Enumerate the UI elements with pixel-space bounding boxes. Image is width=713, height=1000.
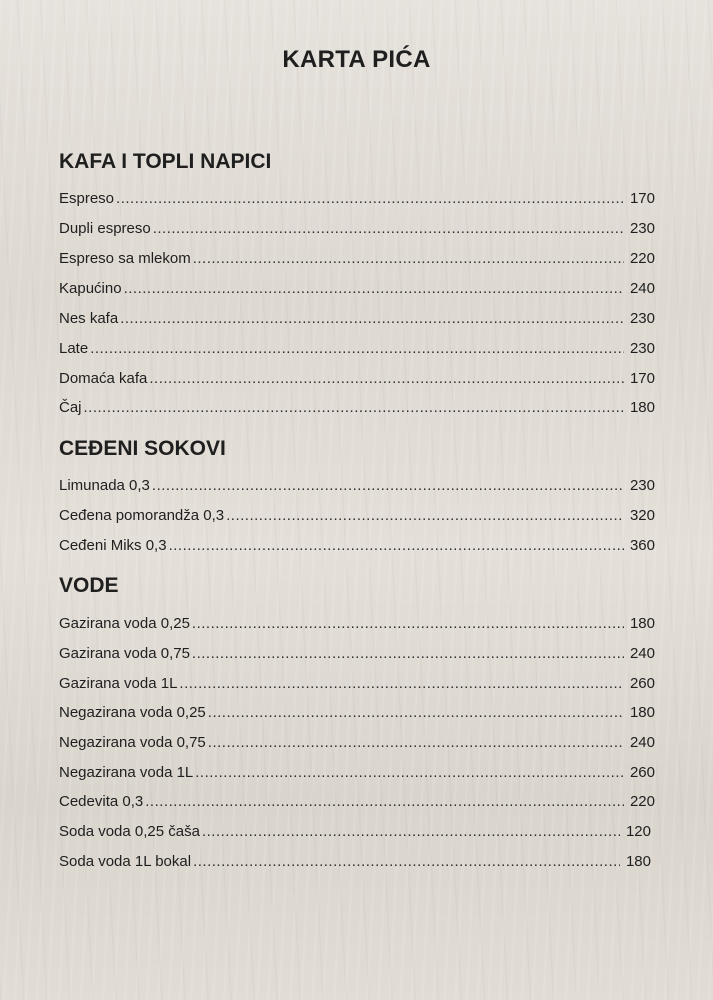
section-title-sokovi: CEĐENI SOKOVI [59,437,226,460]
menu-item [59,764,655,786]
item-price: 240 [629,280,655,297]
menu-item [59,793,655,815]
item-name: Gazirana voda 1L [59,675,178,692]
dot-leader [124,280,624,297]
dot-leader [149,370,624,387]
item-name: Ceđena pomorandža 0,3 [59,507,225,524]
menu-item [59,340,655,362]
dot-leader [90,340,624,357]
item-name: Gazirana voda 0,25 [59,615,190,632]
item-name: Dupli espreso [59,220,151,237]
item-name: Espreso sa mlekom [59,250,191,267]
menu-item [59,250,655,272]
dot-leader [195,764,624,781]
section-title-vode: VODE [59,574,119,597]
item-name: Soda voda 1L bokal [59,853,192,870]
item-name: Gazirana voda 0,75 [59,645,190,662]
menu-item [59,615,655,637]
item-price: 240 [629,734,655,751]
dot-leader [202,823,620,840]
dot-leader [179,675,624,692]
dot-leader [208,704,624,721]
item-price: 230 [629,340,655,357]
dot-leader [169,537,624,554]
dot-leader [84,399,624,416]
item-price: 260 [629,764,655,781]
dot-leader [208,734,624,751]
menu-item [59,477,655,499]
menu-item [59,399,655,421]
item-price: 220 [629,250,655,267]
menu-item [59,853,651,875]
item-name: Cedevita 0,3 [59,793,144,810]
item-name: Limunada 0,3 [59,477,150,494]
item-price: 360 [629,537,655,554]
item-price: 180 [629,704,655,721]
item-name: Ceđeni Miks 0,3 [59,537,167,554]
menu-item [59,280,655,302]
dot-leader [116,190,624,207]
item-name: Late [59,340,89,357]
menu-item [59,220,655,242]
item-name: Domaća kafa [59,370,148,387]
item-name: Nes kafa [59,310,119,327]
item-name: Kapućino [59,280,122,297]
item-name: Negazirana voda 0,75 [59,734,206,751]
dot-leader [152,477,624,494]
dot-leader [226,507,624,524]
dot-leader [120,310,624,327]
section-title-kafa: KAFA I TOPLI NAPICI [59,150,272,173]
page-title: KARTA PIĆA [282,46,431,73]
dot-leader [153,220,624,237]
menu-item [59,645,655,667]
dot-leader [193,853,620,870]
menu-item [59,704,655,726]
item-price: 320 [629,507,655,524]
menu-item [59,537,655,559]
item-price: 230 [629,477,655,494]
item-name: Čaj [59,399,82,416]
item-price: 170 [629,370,655,387]
menu-item [59,310,655,332]
dot-leader [192,645,624,662]
item-price: 170 [629,190,655,207]
menu-item [59,675,655,697]
dot-leader [193,250,624,267]
menu-item [59,823,651,845]
item-name: Soda voda 0,25 čaša [59,823,200,840]
menu-item [59,734,655,756]
item-price: 180 [629,615,655,632]
item-price: 180 [629,399,655,416]
item-price: 230 [629,310,655,327]
item-name: Espreso [59,190,115,207]
item-price: 260 [629,675,655,692]
item-price: 240 [629,645,655,662]
item-name: Negazirana voda 1L [59,764,194,781]
item-price: 220 [629,793,655,810]
dot-leader [192,615,624,632]
menu-item [59,190,655,212]
item-price: 120 [625,823,651,840]
dot-leader [145,793,624,810]
menu-item [59,370,655,392]
item-price: 180 [625,853,651,870]
menu-item [59,507,655,529]
item-name: Negazirana voda 0,25 [59,704,206,721]
item-price: 230 [629,220,655,237]
